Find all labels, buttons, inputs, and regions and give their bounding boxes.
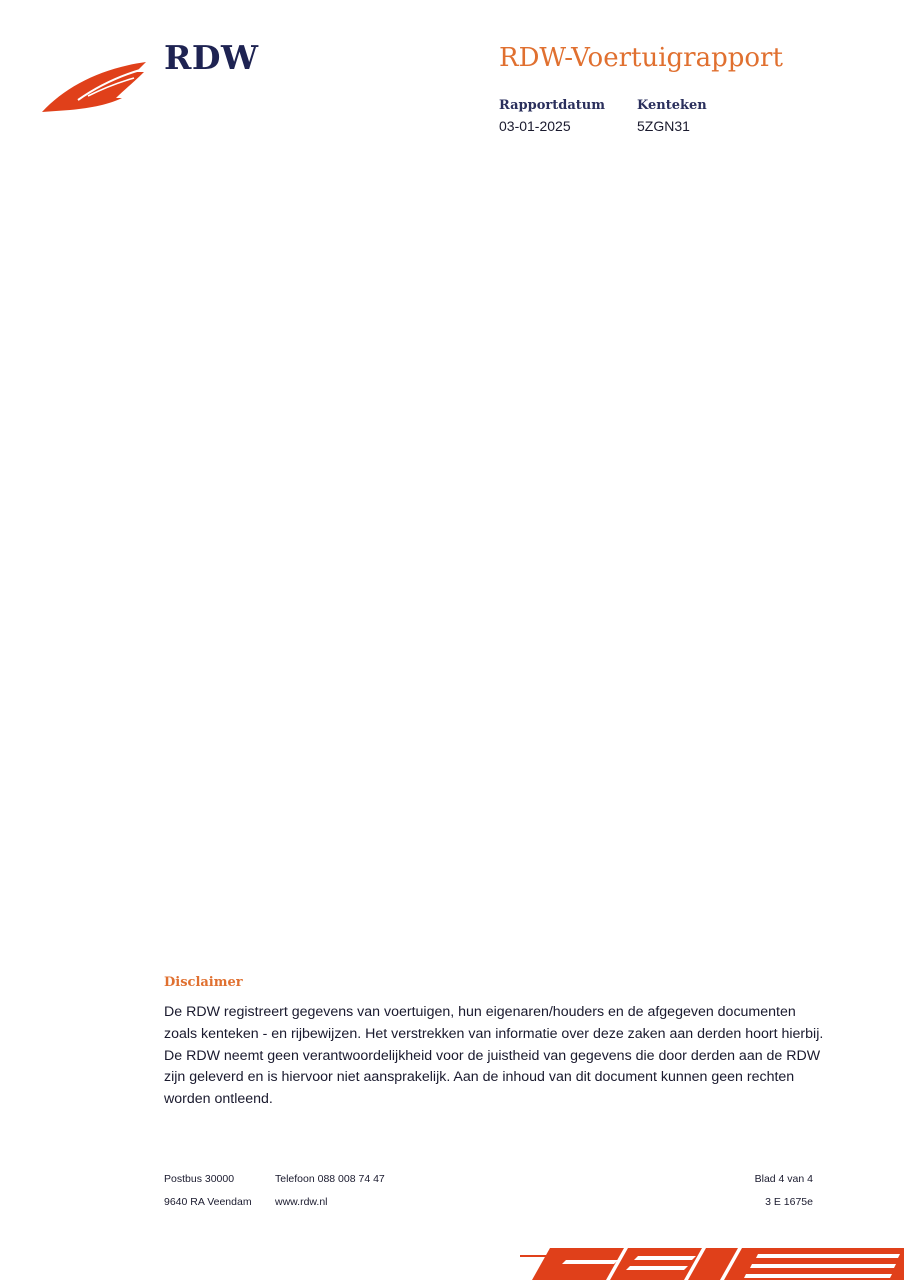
footer-website: www.rdw.nl [275,1196,328,1208]
report-date-block [499,98,605,136]
report-date-value: 03-01-2025 [499,118,571,134]
decorative-stripes [520,1244,904,1280]
report-title: RDW-Voertuigrapport [499,43,783,73]
rdw-logo-text: RDW [164,38,259,77]
footer-po-box: Postbus 30000 [164,1173,235,1185]
license-plate-block [637,98,707,136]
footer-page-number: Blad 4 van 4 [754,1173,813,1185]
license-plate-label: Kenteken [637,98,707,113]
footer-city: 9640 RA Veendam [164,1196,252,1208]
footer-phone: Telefoon 088 008 74 47 [275,1173,385,1185]
report-date-label: Rapportdatum [499,98,605,113]
footer-document-code: 3 E 1675e [765,1196,813,1208]
rdw-wing-icon [40,56,148,116]
disclaimer-title: Disclaimer [164,975,243,990]
disclaimer-text: De RDW registreert gegevens van voertuigen, hun eigenaren/houders en de afgegeven documenten zoals kenteken - en rijbewijzen. Het verstrekken van informatie over deze zaken aan derden hoort hierbij. De RDW neemt geen verantwoordelijkheid voor de juistheid van gegevens die door derden aan de RDW zijn geleverd en is hiervoor niet aansprakelijk. Aan de inhoud van dit document kunnen geen rechten worden ontleend. [164,1004,824,1108]
license-plate-value: 5ZGN31 [637,118,690,134]
